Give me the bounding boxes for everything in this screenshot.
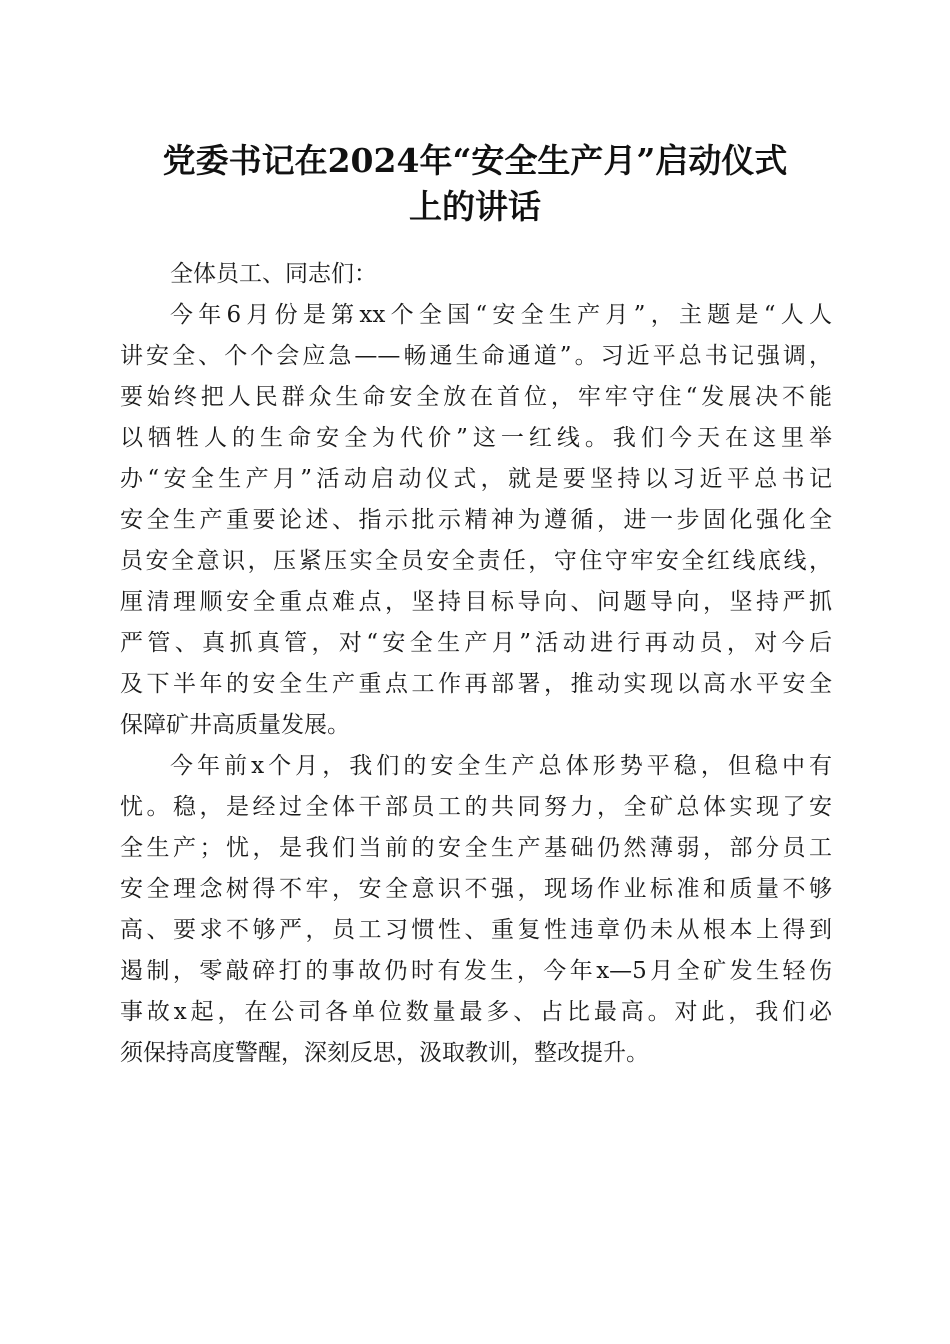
paragraph-line: 高、要求不够严，员工习惯性、重复性违章仍未从根本上得到 [120,917,832,943]
paragraph-line: 忧。稳，是经过全体干部员工的共同努力，全矿总体实现了安 [120,794,832,820]
paragraph-line: 以牺牲人的生命安全为代价”这一红线。我们今天在这里举 [120,425,832,451]
paragraph-line: 员安全意识，压紧压实全员安全责任，守住守牢安全红线底线， [120,548,832,574]
greeting: 全体员工、同志们： [170,261,377,287]
paragraph-1 [120,295,832,746]
paragraph-line: 办“安全生产月”活动启动仪式，就是要坚持以习近平总书记 [120,466,832,492]
paragraph-line: 事故x起，在公司各单位数量最多、占比最高。对此，我们必 [120,999,832,1025]
paragraph-line: 遏制，零敲碎打的事故仍时有发生，今年x—5月全矿发生轻伤 [120,958,832,984]
document-body [120,254,832,1074]
paragraph-line: 今年6月份是第xx个全国“安全生产月”，主题是“人人 [170,302,832,328]
paragraph-line: 及下半年的安全生产重点工作再部署，推动实现以高水平安全 [120,671,832,697]
paragraph-line: 严管、真抓真管，对“安全生产月”活动进行再动员，对今后 [120,630,832,656]
paragraph-line: 今年前x个月，我们的安全生产总体形势平稳，但稳中有 [170,753,832,779]
paragraph-line: 安全生产重要论述、指示批示精神为遵循，进一步固化强化全 [120,507,832,533]
paragraph-2 [120,746,832,1074]
document-title [0,138,950,230]
paragraph-line: 讲安全、个个会应急——畅通生命通道”。习近平总书记强调， [120,343,832,369]
paragraph-line: 全生产；忧，是我们当前的安全生产基础仍然薄弱，部分员工 [120,835,832,861]
paragraph-line: 厘清理顺安全重点难点，坚持目标导向、问题导向，坚持严抓 [120,589,832,615]
paragraph-line: 保障矿井高质量发展。 [120,712,350,738]
paragraph-line: 要始终把人民群众生命安全放在首位，牢牢守住“发展决不能 [120,384,832,410]
title-line-2: 上的讲话 [409,187,541,226]
paragraph-line: 须保持高度警醒，深刻反思，汲取教训，整改提升。 [120,1040,649,1066]
title-line-1: 党委书记在2024年“安全生产月”启动仪式 [162,141,788,180]
paragraph-line: 安全理念树得不牢，安全意识不强，现场作业标准和质量不够 [120,876,832,902]
